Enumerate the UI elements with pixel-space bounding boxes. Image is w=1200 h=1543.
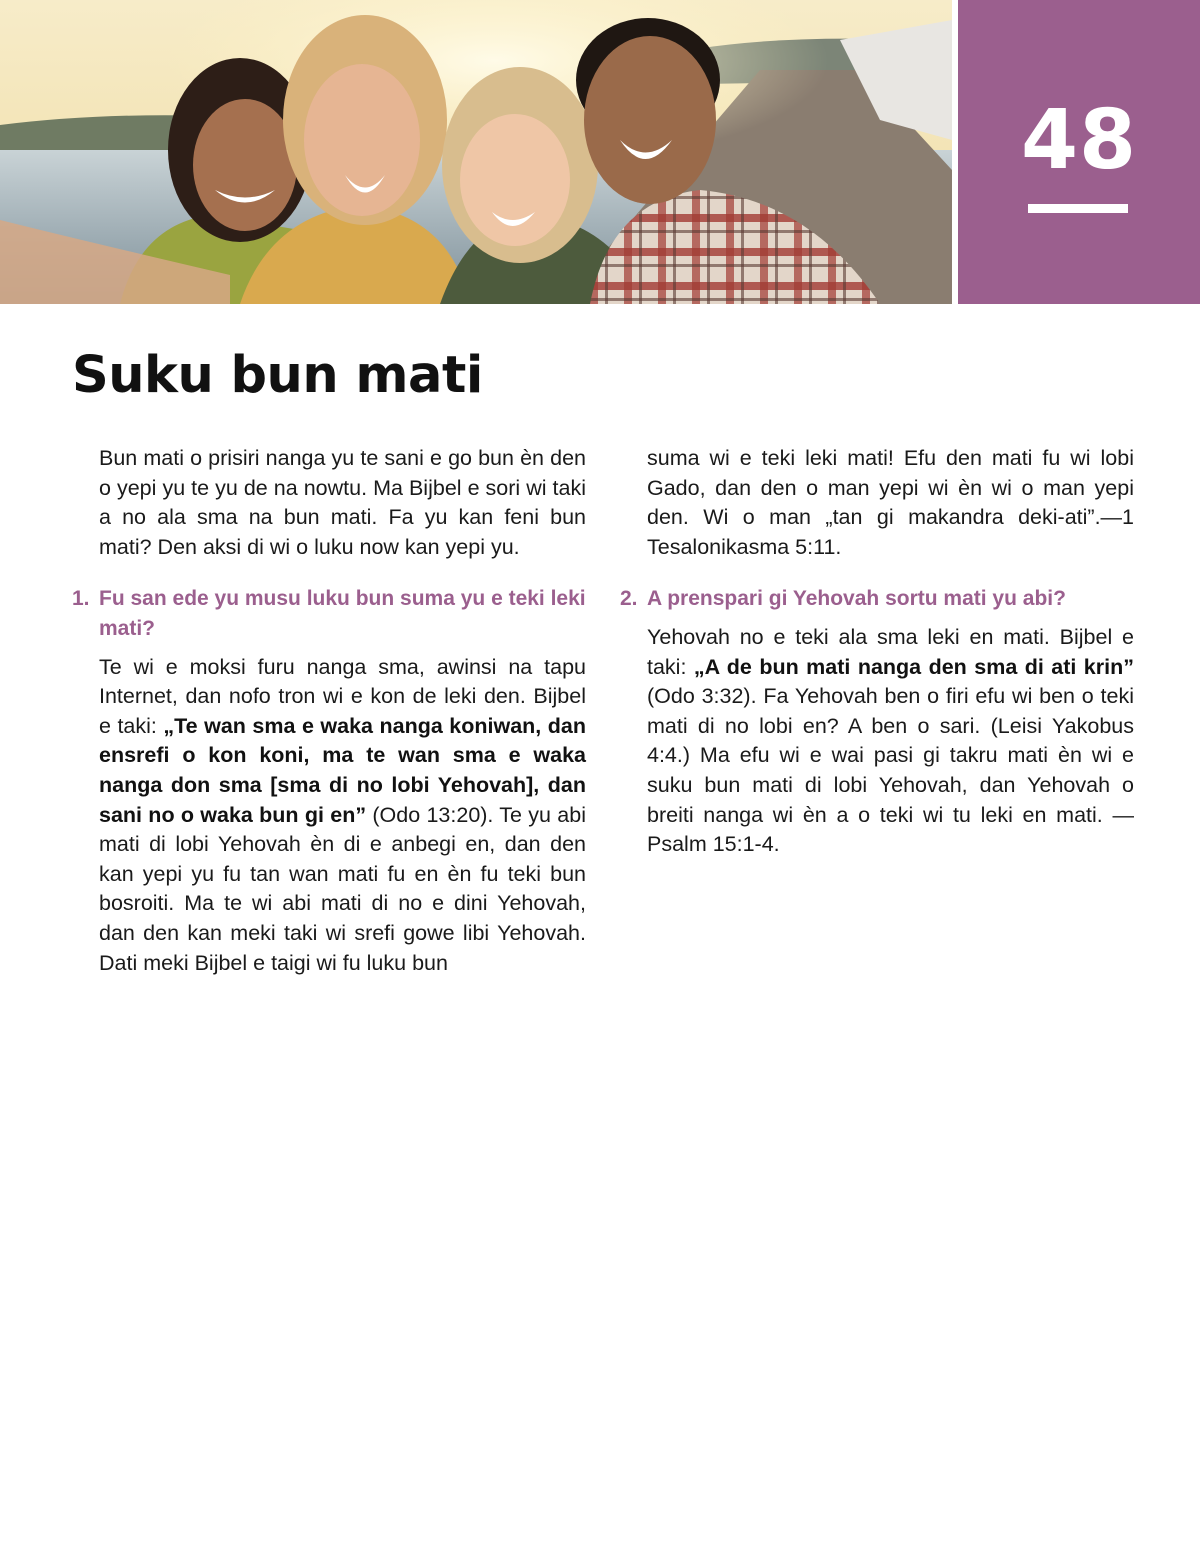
intro-paragraph: Bun mati o prisiri nanga yu te sani e go bun èn den o yepi yu te yu de na nowtu. Ma Bijbel e sori wi taki a no ala sma na bun mati. Fa yu kan feni bun mati? Den aksi di wi o luku now kan yepi yu. — [99, 446, 586, 559]
answer-1-continuation: suma wi e teki leki mati! Efu den mati fu wi lobi Gado, dan den o man yepi wi èn wi o man yepi den. Wi o man „tan gi makandra deki-ati”.—1 Tesalonikasma 5:11. — [647, 446, 1134, 559]
question-2 — [620, 584, 1134, 614]
lesson-number: 48 — [1020, 93, 1138, 188]
answer-2-quote: „A de bun mati nanga den sma di ati krin” — [693, 654, 1134, 679]
lesson-number-badge — [958, 0, 1200, 304]
answer-2-paragraph — [620, 623, 1134, 860]
answer-1-paragraph — [72, 653, 586, 979]
page-title: Suku bun mati — [72, 346, 483, 405]
hero-photo — [0, 0, 952, 304]
photo-icon — [0, 0, 952, 304]
question-1 — [72, 584, 586, 643]
question-2-number: 2. — [620, 587, 638, 611]
left-column — [72, 444, 586, 978]
answer-1-text-a: Te wi e moksi furu nanga sma, awinsi na tapu Internet, dan nofo tron wi e kon de leki den. Bijbel e taki: — [99, 654, 586, 738]
right-column — [620, 444, 1134, 860]
question-1-text: Fu san ede yu musu luku bun suma yu e teki leki mati? — [99, 587, 586, 640]
answer-1-text-b: (Odo 13:20). Te yu abi mati di lobi Yehovah èn di e anbegi en, dan den kan yepi yu fu tan wan mati fu en èn fu teki bun bosroiti. Ma te wi abi mati di no e dini Yehovah, dan den kan meki taki wi srefi gowe libi Yehovah. Dati meki Bijbel e taigi wi fu luku bun — [99, 802, 586, 975]
answer-2-text-b: (Odo 3:32). Fa Yehovah ben o firi efu wi ben o teki mati di no lobi en? A ben o sari. (Leisi Yakobus 4:4.) Ma efu wi e wai pasi gi takru mati èn wi e suku bun mati di lobi Yehovah, dan Yehovah o breiti nanga wi èn a o teki wi tu leki en mati. —Psalm 15:1-4. — [647, 684, 1134, 857]
question-2-text: A prenspari gi Yehovah sortu mati yu abi? — [647, 587, 1066, 611]
answer-1-quote: „Te wan sma e waka nanga koniwan, dan ensrefi o kon koni, ma te wan sma e waka nanga don sma [sma di no lobi Yehovah], dan sani no o waka bun gi en” — [99, 713, 586, 827]
question-1-number: 1. — [72, 587, 90, 611]
lesson-divider — [1028, 204, 1128, 213]
answer-2-text-a: Yehovah no e teki ala sma leki en mati. Bijbel e taki: — [647, 624, 1134, 679]
